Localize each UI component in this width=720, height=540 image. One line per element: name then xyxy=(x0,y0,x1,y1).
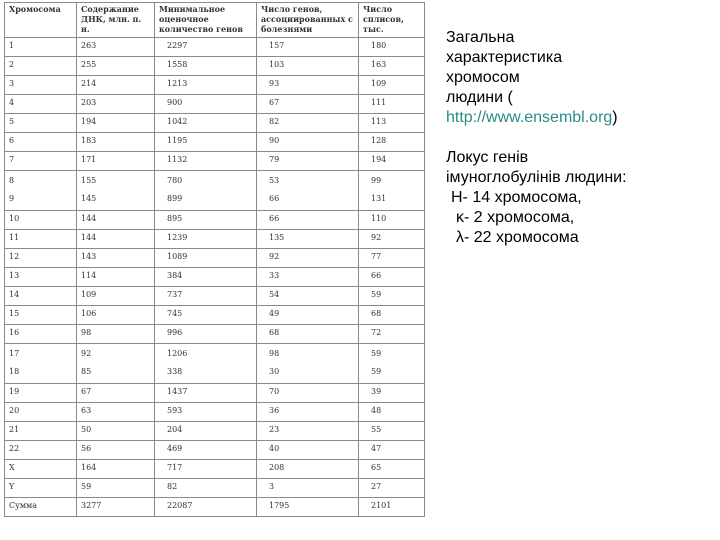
table-cell xyxy=(257,344,359,384)
locus-item-lambda: λ- 22 хромосома xyxy=(456,229,579,246)
table-cell: 59 xyxy=(77,479,155,498)
table-cell: 109 xyxy=(359,76,425,95)
cell-value: 155 xyxy=(81,176,97,185)
table-row xyxy=(5,171,425,211)
table-cell: 10 xyxy=(5,211,77,230)
table-cell: 55 xyxy=(359,422,425,441)
table-cell: 183 xyxy=(77,133,155,152)
table-row xyxy=(5,76,425,95)
table-cell: 1795 xyxy=(257,498,359,517)
table-cell: 263 xyxy=(77,38,155,57)
table-cell: 1558 xyxy=(155,57,257,76)
table-cell: 114 xyxy=(77,268,155,287)
table-cell: 593 xyxy=(155,403,257,422)
table-row xyxy=(5,498,425,517)
locus-heading: Локус генів xyxy=(446,149,529,166)
table-cell: 135 xyxy=(257,230,359,249)
table-cell: 144 xyxy=(77,211,155,230)
table-cell: 180 xyxy=(359,38,425,57)
table-cell: 47 xyxy=(359,441,425,460)
table-row xyxy=(5,95,425,114)
title-prefix: людини ( xyxy=(446,89,513,106)
cell-value: 53 xyxy=(269,176,280,185)
table-cell: 14 xyxy=(5,287,77,306)
table-cell: 144 xyxy=(77,230,155,249)
table-cell: 1089 xyxy=(155,249,257,268)
table-row xyxy=(5,57,425,76)
table-cell: 40 xyxy=(257,441,359,460)
table-cell: 92 xyxy=(257,249,359,268)
table-cell: 39 xyxy=(359,384,425,403)
locus-item-h: H- 14 хромосома, xyxy=(451,189,582,206)
table-cell: 48 xyxy=(359,403,425,422)
cell-value: 780 xyxy=(167,176,183,185)
table-cell xyxy=(5,171,77,211)
cell-value: 98 xyxy=(269,349,280,358)
table-cell: 900 xyxy=(155,95,257,114)
table-cell: 1042 xyxy=(155,114,257,133)
table-cell: 384 xyxy=(155,268,257,287)
table-cell: 82 xyxy=(257,114,359,133)
table-cell: 16 xyxy=(5,325,77,344)
chromosome-table-container xyxy=(4,2,424,538)
chromosome-table xyxy=(4,2,425,517)
table-cell: 717 xyxy=(155,460,257,479)
cell-value: 17 xyxy=(9,349,20,358)
table-cell: 65 xyxy=(359,460,425,479)
cell-value: 1206 xyxy=(167,349,188,358)
table-cell: 204 xyxy=(155,422,257,441)
cell-value: 338 xyxy=(167,367,183,376)
table-cell: 66 xyxy=(359,268,425,287)
table-cell: 77 xyxy=(359,249,425,268)
table-cell: 5 xyxy=(5,114,77,133)
table-cell: 59 xyxy=(359,287,425,306)
table-cell: 49 xyxy=(257,306,359,325)
description-panel xyxy=(446,28,706,248)
table-cell: 2 xyxy=(5,57,77,76)
table-cell: 1 xyxy=(5,38,77,57)
table-cell: 23 xyxy=(257,422,359,441)
table-cell: 98 xyxy=(77,325,155,344)
table-cell: 21 xyxy=(5,422,77,441)
header-disease-genes: Число генов, ассоциированных с болезнями xyxy=(257,3,359,38)
table-row xyxy=(5,422,425,441)
table-cell: 33 xyxy=(257,268,359,287)
locus-item-kappa: κ- 2 хромосома, xyxy=(456,209,575,226)
table-row xyxy=(5,479,425,498)
table-cell: 203 xyxy=(77,95,155,114)
table-cell: 66 xyxy=(257,211,359,230)
locus-heading: імуноглобулінів людини: xyxy=(446,169,627,186)
table-cell: 745 xyxy=(155,306,257,325)
table-row xyxy=(5,268,425,287)
table-cell: 1239 xyxy=(155,230,257,249)
table-cell: 90 xyxy=(257,133,359,152)
cell-value: 131 xyxy=(371,194,387,203)
cell-value: 85 xyxy=(81,367,92,376)
table-row xyxy=(5,152,425,171)
table-cell: Y xyxy=(5,479,77,498)
table-cell xyxy=(359,344,425,384)
table-cell: 103 xyxy=(257,57,359,76)
table-cell: 67 xyxy=(77,384,155,403)
cell-value: 99 xyxy=(371,176,382,185)
table-cell: 194 xyxy=(77,114,155,133)
table-cell: 2297 xyxy=(155,38,257,57)
table-cell: 128 xyxy=(359,133,425,152)
table-row xyxy=(5,344,425,384)
table-cell: 70 xyxy=(257,384,359,403)
cell-value: 30 xyxy=(269,367,280,376)
table-row xyxy=(5,460,425,479)
table-cell: 22 xyxy=(5,441,77,460)
table-row xyxy=(5,133,425,152)
table-cell: 214 xyxy=(77,76,155,95)
table-cell: 11 xyxy=(5,230,77,249)
table-cell: 143 xyxy=(77,249,155,268)
table-cell xyxy=(257,171,359,211)
table-row xyxy=(5,403,425,422)
table-cell: 895 xyxy=(155,211,257,230)
table-cell: 164 xyxy=(77,460,155,479)
table-cell: 255 xyxy=(77,57,155,76)
table-cell: 1132 xyxy=(155,152,257,171)
table-cell: 194 xyxy=(359,152,425,171)
cell-value: 8 xyxy=(9,176,15,185)
table-cell: 7 xyxy=(5,152,77,171)
table-row xyxy=(5,38,425,57)
table-cell: 15 xyxy=(5,306,77,325)
table-cell: 68 xyxy=(257,325,359,344)
header-splices: Число сплисов, тыс. xyxy=(359,3,425,38)
table-row xyxy=(5,306,425,325)
cell-value: 59 xyxy=(371,349,382,358)
cell-value: 9 xyxy=(9,194,15,203)
table-cell: 109 xyxy=(77,287,155,306)
table-cell: 19 xyxy=(5,384,77,403)
table-cell: 111 xyxy=(359,95,425,114)
header-chromosome: Хромосома xyxy=(5,3,77,38)
table-row xyxy=(5,441,425,460)
table-row xyxy=(5,325,425,344)
table-cell xyxy=(155,171,257,211)
table-cell xyxy=(77,171,155,211)
table-cell: 110 xyxy=(359,211,425,230)
table-cell: 163 xyxy=(359,57,425,76)
table-row xyxy=(5,230,425,249)
table-cell: 208 xyxy=(257,460,359,479)
link-line xyxy=(446,108,706,128)
table-cell xyxy=(5,344,77,384)
table-cell: 72 xyxy=(359,325,425,344)
table-cell: 469 xyxy=(155,441,257,460)
table-cell: 79 xyxy=(257,152,359,171)
table-cell xyxy=(77,344,155,384)
table-cell: 56 xyxy=(77,441,155,460)
table-cell: 1437 xyxy=(155,384,257,403)
header-dna-content: Содержание ДНК, млн. п. н. xyxy=(77,3,155,38)
table-cell xyxy=(155,344,257,384)
table-cell: 3 xyxy=(257,479,359,498)
cell-value: 145 xyxy=(81,194,97,203)
table-row xyxy=(5,249,425,268)
table-row xyxy=(5,211,425,230)
table-row xyxy=(5,384,425,403)
table-cell: X xyxy=(5,460,77,479)
table-cell: 157 xyxy=(257,38,359,57)
table-header-row xyxy=(5,3,425,38)
table-cell: 171 xyxy=(77,152,155,171)
cell-value: 66 xyxy=(269,194,280,203)
table-cell: 27 xyxy=(359,479,425,498)
table-cell: 113 xyxy=(359,114,425,133)
title-line xyxy=(446,88,706,108)
table-cell: 1213 xyxy=(155,76,257,95)
table-cell: 92 xyxy=(359,230,425,249)
cell-value: 18 xyxy=(9,367,20,376)
table-cell: 67 xyxy=(257,95,359,114)
cell-value: 59 xyxy=(371,367,382,376)
table-cell: 737 xyxy=(155,287,257,306)
table-cell: 6 xyxy=(5,133,77,152)
table-cell: 12 xyxy=(5,249,77,268)
title-line: хромосом xyxy=(446,69,520,86)
table-cell: 13 xyxy=(5,268,77,287)
cell-value: 899 xyxy=(167,194,183,203)
table-cell xyxy=(359,171,425,211)
header-gene-count: Минимальное оценочное количество генов xyxy=(155,3,257,38)
table-cell: 4 xyxy=(5,95,77,114)
table-cell: 1195 xyxy=(155,133,257,152)
table-cell: 50 xyxy=(77,422,155,441)
table-cell: 68 xyxy=(359,306,425,325)
table-cell: 20 xyxy=(5,403,77,422)
ensembl-link[interactable]: http://www.ensembl.org xyxy=(446,109,613,126)
table-row xyxy=(5,114,425,133)
table-cell: 106 xyxy=(77,306,155,325)
table-cell: 93 xyxy=(257,76,359,95)
cell-value: 92 xyxy=(81,349,92,358)
table-cell: 82 xyxy=(155,479,257,498)
table-cell: 996 xyxy=(155,325,257,344)
table-cell: 3277 xyxy=(77,498,155,517)
table-row xyxy=(5,287,425,306)
table-cell: 54 xyxy=(257,287,359,306)
title-line: Загальна xyxy=(446,29,515,46)
table-cell: 22087 xyxy=(155,498,257,517)
link-suffix: ) xyxy=(612,109,618,126)
table-cell: 3 xyxy=(5,76,77,95)
table-cell: Сумма xyxy=(5,498,77,517)
table-cell: 2101 xyxy=(359,498,425,517)
table-cell: 63 xyxy=(77,403,155,422)
title-line: характеристика xyxy=(446,49,563,66)
table-cell: 36 xyxy=(257,403,359,422)
